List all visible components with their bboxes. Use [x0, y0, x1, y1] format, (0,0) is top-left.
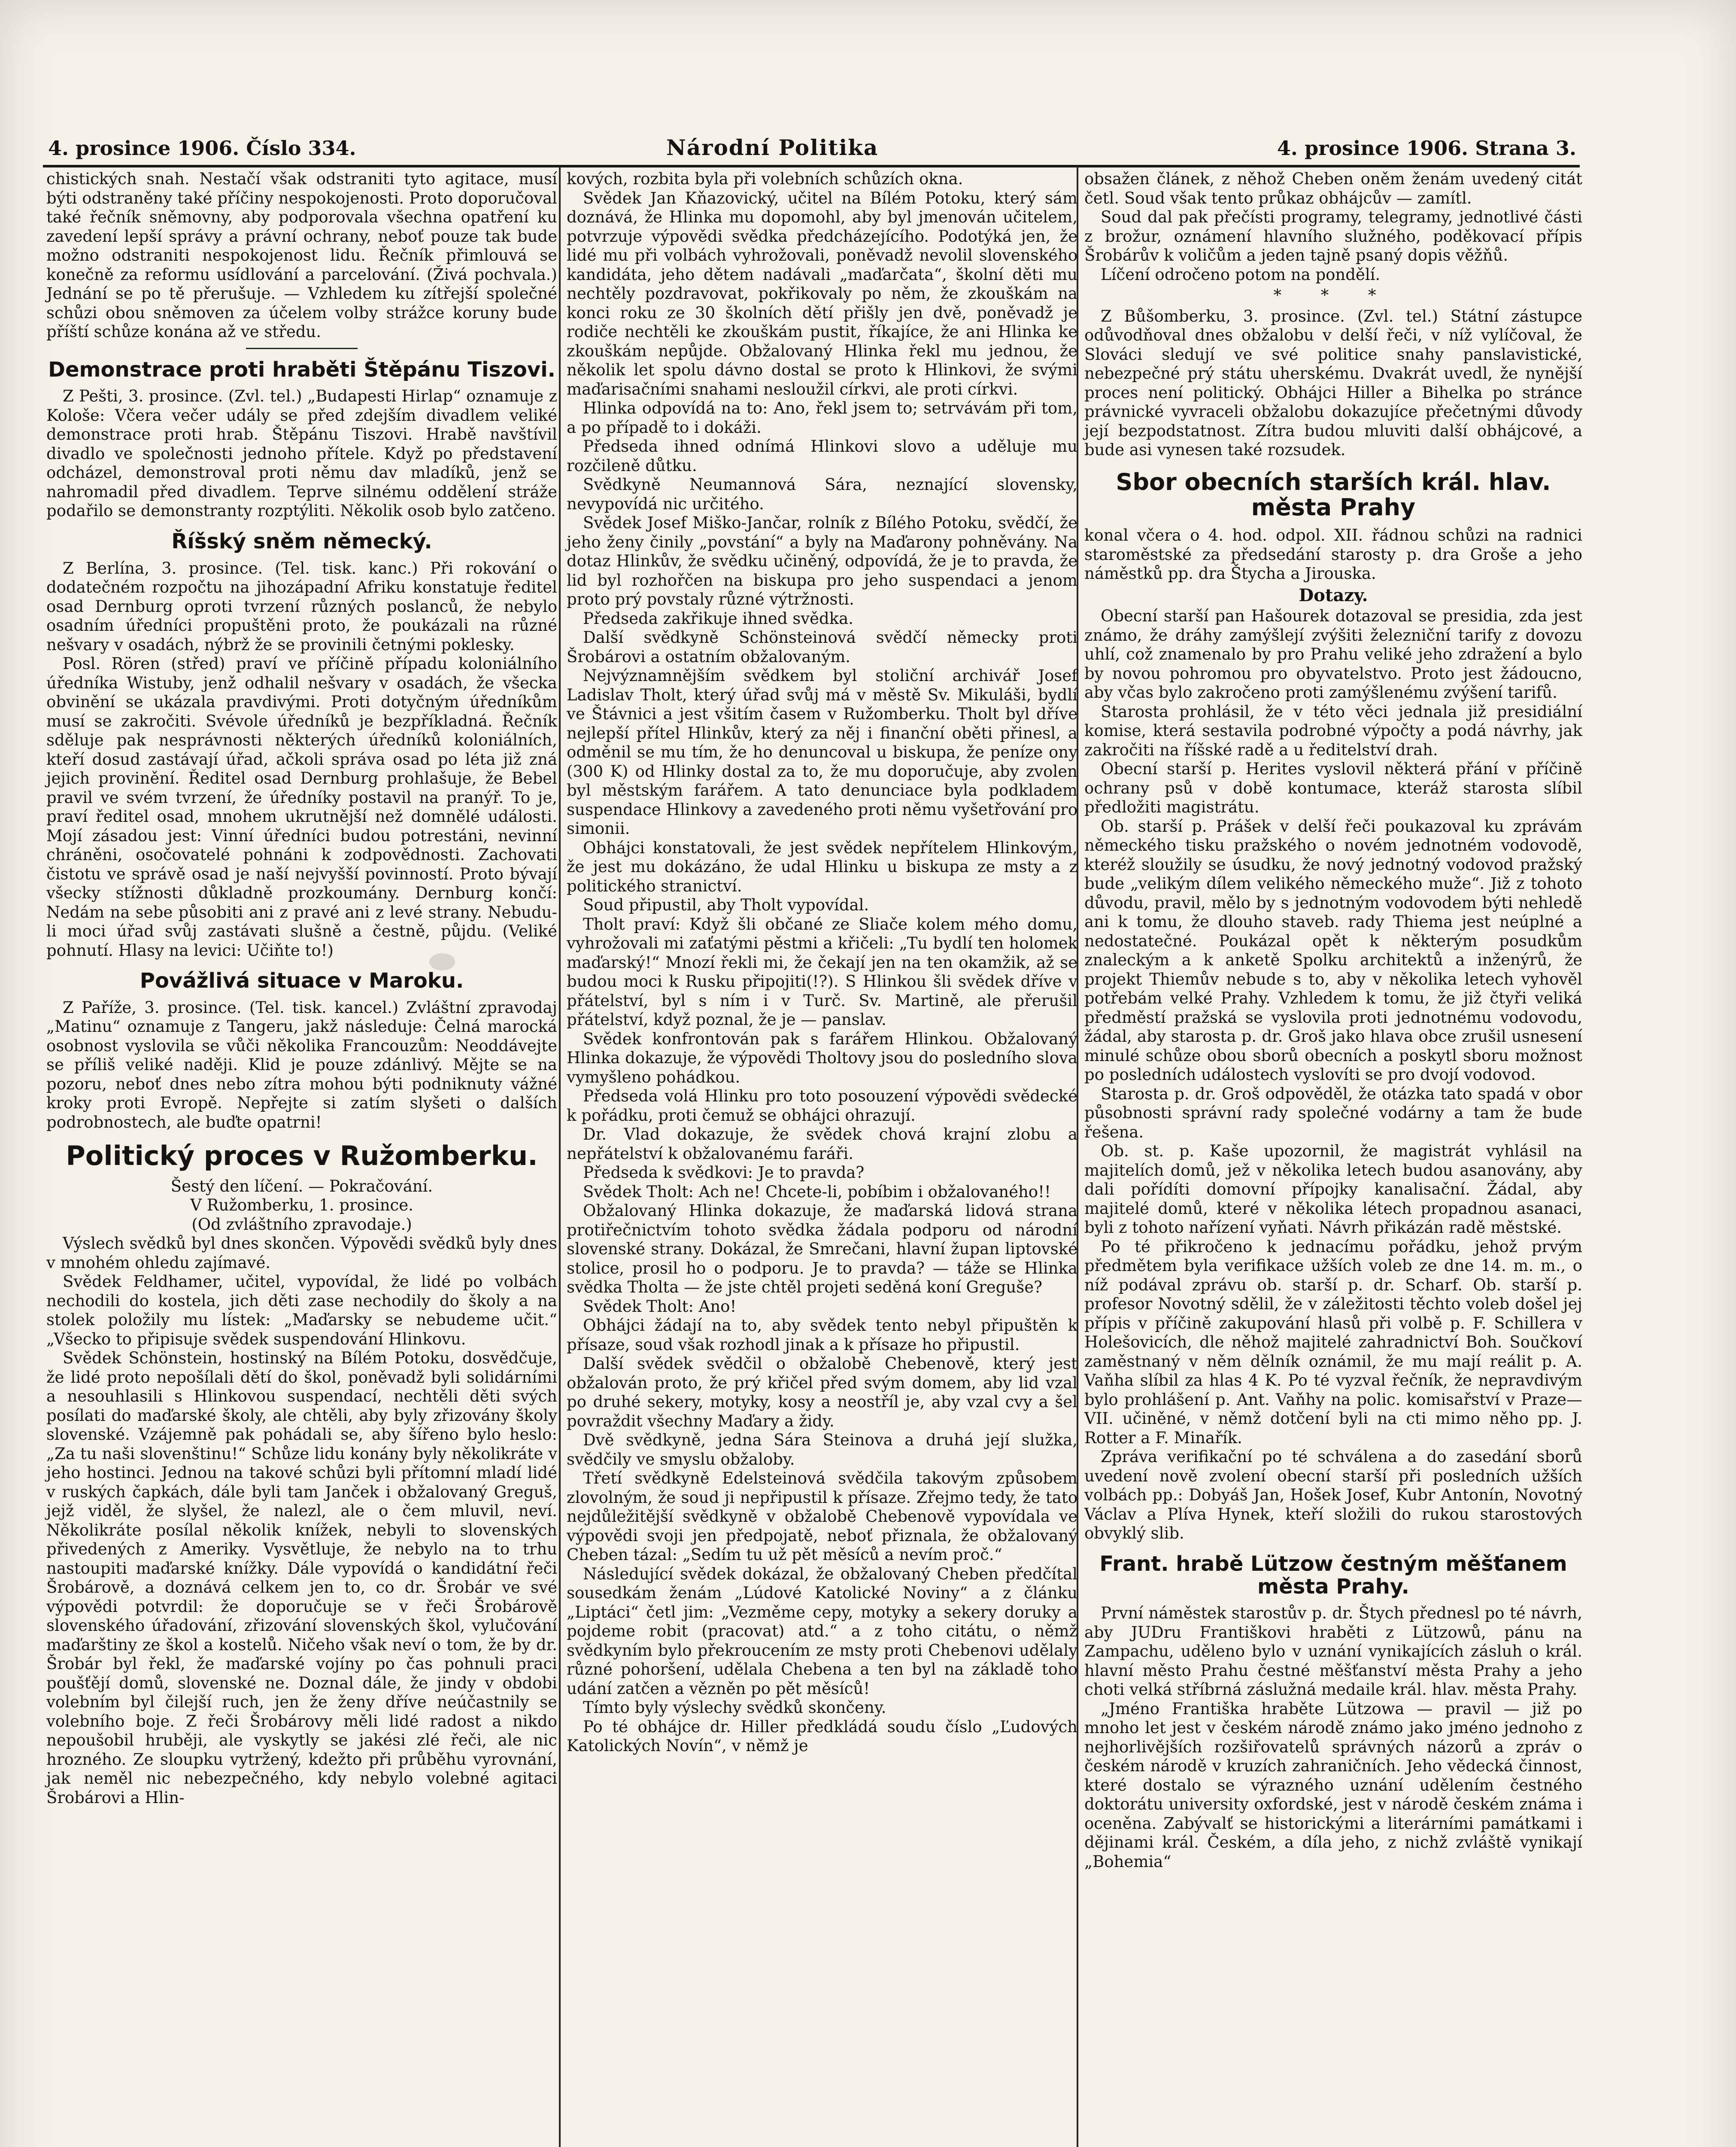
article-paragraph: Svědek Josef Miško-Jančar, rolník z Bílého Potoku, svědčí, že jeho ženy činily „povstání“ a byly na Maďarony pohněvány. Na dotaz Hlinkův, že svědku učiněný, odpovídá, že je to pravda, že lid byl rozhořčen na biskupa pro jeho suspendaci a jenom proto prý povstaly různé výtržnosti. [567, 514, 1077, 608]
article-paragraph: chistických snah. Nestačí však odstraniti tyto agitace, musí býti odstraněny také příčiny nespokojenosti. Proto doporučoval také řečník sněmovny, aby podporovala všechna opatření ku zavedení lepší správy a právní ochrany, neboť pouze tak bude možno odstraniti nespokojenost lidu. Řečník přimlouvá se konečně za reformu usídlování a parcelování. (Živá pochvala.) Jednání se po tě přerušuje. — Vzhledem ku zítřejší společné schůzi obou sněmoven za účelem volby strážce koruny bude příští schůze konána až ve středu. [46, 170, 557, 341]
article-paragraph: Starosta p. dr. Groš odpověděl, že otázka tato spadá v obor působnosti správní rady společné vodárny a tam že bude řešena. [1084, 1084, 1582, 1141]
column-2 [567, 170, 1077, 1756]
article-paragraph: Obhájci konstatovali, že jest svědek nepřítelem Hlinkovým, že jest mu dokázáno, že udal Hlinku u biskupa ze msty a z politického stranictví. [567, 838, 1077, 895]
article-paragraph: obsažen článek, z něhož Cheben oněm ženám uvedený citát četl. Soud však tento průkaz obhájcův — zamítl. [1084, 170, 1582, 207]
article-paragraph: Obecní starší pan Hašourek dotazoval se presidia, zda jest známo, že dráhy zamýšlejí zvýšiti železniční tarify z dovozu uhlí, což znamenalo by pro Prahu veliké jeho zdražení a bylo by novou pohromou pro obyvatelstvo. Proto jest žádoucno, aby včas bylo zakročeno proti zamýšlenému zvýšení tarifů. [1084, 607, 1582, 702]
dateline: V Ružomberku, 1. prosince. [190, 1196, 413, 1215]
article-paragraph: Starosta prohlásil, že v této věci jednala již presidiální komise, která sestavila podrobné výpočty a podá návrhy, jak zakročiti na říšské radě a u ředitelství drah. [1084, 702, 1582, 759]
article-paragraph: Zpráva verifikační po té schválena a do zasedání sborů uvedení nově zvolení obecní starší při posledních užších volbách pp.: Dobyáš Jan, Hošek Josef, Kubr Antonín, Novotný Václav a Plíva Hynek, kteří složili do rukou starostových obvyklý slib. [1084, 1448, 1582, 1543]
issue-date: 4. prosince 1906. Číslo 334. [48, 137, 356, 160]
headline-trial: Politický proces v Ružomberku. [66, 1140, 538, 1172]
article-paragraph: Svědek Schönstein, hostinský na Bílém Potoku, dosvědčuje, že lidé proto nepošílali dětí do škol, poněvadž byli solidárními a nesouhlasili s Hlinkovou suspendací, nechtěli děti svých posílati do maďarské školy, ale chtěli, aby byly zřizovány školy slovenské. Vzájemně pak pohádali se, aby šířeno bylo heslo: „Za tu naši slovenštinu!“ Schůze lidu konány byly několikráte v jeho hostinci. Jednou na takové schůzi byli přítomní mladí lidé v ruských čapkách, dále byli tam Janček i obžalovaný Greguš, jejž viděl, že slyšel, že nalezl, ale o čem mluvil, neví. Několikráte posílal několik knížek, nebyli to slovenských přivedených z Ameriky. Vysvětluje, že nebylo na to trhu nastoupiti maďarské knížky. Dále vypovídá o kandidátní řeči Šrobárově, a doznává celkem jen to, co dr. Šrobár ve své výpovědi potvrdil: že doporučuje se v řeči Šrobárově slovenského úřadování, zřizování slovenských škol, vylučování maďarštiny ze škol a kostelů. Ničeho však neví o tom, že by dr. Šrobár byl řekl, že maďarské vojíny po čas pohnuli praci poušťějí domů, slovenské ne. Doznal dále, že jindy v obdobi volebním byl čilejší ruch, jen že ženy dříve neúčastnily se volebního boje. Z řeči Šrobárovy měli lidé radost a nikdo nepoušobil hruběji, ale vyskytly se jakési zlé řeči, ale nic hrozného. Ze sloupku vytržený, kdežto při průběhu vyrovnání, jak neměl nic nebezpečného, kdy nebylo volebné agitaci Šrobárovi a Hlin- [46, 1349, 557, 1807]
article-paragraph: Nejvýznamnějším svědkem byl stoliční archivář Josef Ladislav Tholt, který úřad svůj má v městě Sv. Mikuláši, bydlí ve Štávnici a jest všitím časem v Ružomberku. Tholt byl dříve nejlepší přítel Hlinkův, který za něj i finanční oběti přinesl, a odměnil se mu tím, že ho denuncoval u biskupa, že peníze ony (300 K) od Hlinky dostal za to, že mu doporučuje, aby zvolen byl městským farářem. A tato denunciace byla podkladem suspendace Hlinkovy a zavedeného proti němu vyšetřování pro simonii. [567, 666, 1077, 838]
headline-lutzow: Frant. hrabě Lützow čestným měšťanem města Prahy. [1099, 1551, 1567, 1599]
separator-stars: * * * [1273, 286, 1393, 304]
page-number: 4. prosince 1906. Strana 3. [1277, 137, 1576, 160]
subheading-questions: Dotazy. [1299, 585, 1368, 605]
article-paragraph: Svědek konfrontován pak s farářem Hlinkou. Obžalovaný Hlinka dokazuje, že výpovědi Tholtovy jsou do posledního slova vymyšleno pohádkou. [567, 1029, 1077, 1086]
column-divider [559, 167, 561, 2147]
headline-council: Sbor obecních starších král. hlav. města Prahy [1116, 468, 1551, 521]
column-1 [46, 170, 557, 1807]
byline: (Od zvláštního zpravodaje.) [191, 1215, 412, 1234]
article-paragraph: Líčení odročeno potom na pondělí. [1101, 265, 1381, 284]
article-paragraph: Svědek Tholt: Ach ne! Chcete-li, pobíbim i obžalovaného!! [583, 1182, 1051, 1201]
article-paragraph: Třetí svědkyně Edelsteinová svědčila takovým způsobem zlovolným, že soud ji nepřipustil k přísaze. Zřejmo tedy, že tato nejdůležitější svědkyně v obžalobě Chebenově vypovídala ve výpovědi svoji jen předpojatě, neboť přiznala, že obžalovaný Cheben tázal: „Sedím tu už pět měsíců a nevím proč.“ [567, 1469, 1077, 1564]
article-paragraph: Následující svědek dokázal, že obžalovaný Cheben předčítal sousedkám ženám „Lúdové Katolické Noviny“ a z článku „Liptáci“ četl jim: „Vezměme cepy, motyky a sekery doruky a pojdeme robit (pracovat) atd.“ a z toho citátu, o němž svědkyním bylo překroucením ze msty proti Chebenovi udělaly různé pohoršení, udělala Chebena a ten byl na základě toho udání zatčen a vězněn po pět měsíců! [567, 1564, 1077, 1698]
headline-tisza: Demonstrace proti hraběti Štěpánu Tiszovi. [48, 357, 555, 382]
article-paragraph: Dr. Vlad dokazuje, že svědek chová krajní zlobu a nepřátelství k obžalovanému faráři. [567, 1125, 1077, 1163]
article-paragraph: Předseda zakřikuje ihned svědka. [583, 609, 853, 628]
article-paragraph: Hlinka odpovídá na to: Ano, řekl jsem to; setrvávám při tom, a po případě to i dokáži. [567, 399, 1077, 437]
article-paragraph: Tholt praví: Když šli občané ze Sliače kolem mého domu, vyhrožovali mi zaťatými pěstmi a křičeli: „Tu bydlí ten holomek maďarský!“ Mnozí řekli mi, že čekají jen na ten okamžik, až se budou moci k Rusku připojiti(!?). S Hlinkou šli svědek dříve v přátelství, byl s ním i v Turč. Sv. Martině, ale přerušil přátelství, když poznal, že je — panslav. [567, 915, 1077, 1029]
article-paragraph: Ob. starší p. Prášek v delší řeči poukazoval ku zprávám německého tisku pražského o novém jednotném vodovodě, kteréž sloužily se úsudku, že nový jednotný vodovod pražský bude „velikým dílem velikého německého muže“. Již z tohoto důvodu, pravil, mělo by s jednotným vodovodem býti nehledě ani k tomu, že dlouho staveb. rady Thiema jest neúplné a nedostatečné. Poukázal opět k některým posudkům znaleckým a k anketě Spolku architektů a inženýrů, že projekt Thiemův nebude s to, aby v několika letech vyhověl potřebám velké Prahy. Vzhledem k tomu, že již čtyři veliká předměstí pražská se vyslovila proti jednotnému vodovodu, žádal, aby starosta p. dr. Groš jako hlava obce zrušil usnesení minulé schůze obou sborů obecních a poskytl sboru možnost po posledních událostech vyslovíti se pro dvojí vodovod. [1084, 817, 1582, 1084]
article-paragraph: Z Bůšomberku, 3. prosince. (Zvl. tel.) Státní zástupce odůvodňoval dnes obžalobu v delší řeči, v níž vylíčoval, že Slováci sledují ve své politice snahy panslavistické, nebezpečné prý státu uherskému. Dvakrát uvedl, že nynější proces není politický. Obhájci Hiller a Bihelka po stránce právnické vyvraceli obžalobu dokazujíce přečetnými důvody její bezpodstatnost. Zítra budou mluviti další obhájcové, a bude asi vynesen také rozsudek. [1084, 307, 1582, 459]
article-paragraph: Předseda ihned odnímá Hlinkovi slovo a uděluje mu rozčileně důtku. [567, 437, 1077, 475]
article-paragraph: Z Paříže, 3. prosince. (Tel. tisk. kancel.) Zvláštní zpravodaj „Matinu“ oznamuje z Tangeru, jakž následuje: Čelná marocká osobnost vyslovila se vůči několika Francouzům: Neoddávejte se příliš veliké naději. Klid je pouze zdánlivý. Mějte se na pozoru, neboť dnes nebo zítra mohou býti podniknuty vážné kroky proti Evropě. Nepřejte si zatím slyšeti o dalších podrobnostech, ale buďte opatrni! [46, 998, 557, 1131]
article-paragraph: Z Pešti, 3. prosince. (Zvl. tel.) „Budapesti Hirlap“ oznamuje z Kološe: Včera večer udály se před zdejším divadlem veliké demonstrace proti hrab. Štěpánu Tiszovi. Hrabě navštívil divadlo ve společnosti jednoho přítele. Když po představení odcházel, demonstroval proti němu dav mladíků, jenž se nahromadil před divadlem. Teprve silnému oddělení stráže podařilo se demonstranty rozptýliti. Několik osob bylo zatčeno. [46, 387, 557, 520]
trial-subheading: Šestý den líčení. — Pokračování. [170, 1177, 433, 1195]
article-paragraph: Výslech svědků byl dnes skončen. Výpovědi svědků byly dnes v mnohém ohledu zajímavé. [46, 1234, 557, 1272]
article-paragraph: Tímto byly výslechy svědků skončeny. [583, 1698, 886, 1717]
article-paragraph: Svědek Feldhamer, učitel, vypovídal, že lidé po volbách nechodili do kostela, jich děti zase nechodily do školy a na stolek položily mu lístek: „Maďarsky se nebudeme učit.“ „Všecko to připisuje svědek suspendování Hlinkovu. [46, 1272, 557, 1348]
article-paragraph: Předseda k svědkovi: Je to pravda? [583, 1163, 865, 1182]
header-rule [43, 165, 1580, 167]
article-paragraph: Obžalovaný Hlinka dokazuje, že maďarská lidová strana protiřečnictvím tohoto svědka žádala podporu od národní slovenské strany. Dokázal, že Smrečani, hlavní župan liptovské stolice, prosil ho o podporu. Je to pravda? — táže se Hlinka svědka Tholta — že jste chtěl projeti seděná koní Greguše? [567, 1201, 1077, 1296]
article-paragraph: Další svědkyně Schönsteinová svědčí německy proti Šrobárovi a ostatním obžalovaným. [567, 628, 1077, 666]
article-paragraph: Po té přikročeno k jednacímu pořádku, jehož prvým předmětem byla verifikace užších voleb ze dne 14. m. m., o níž podával zprávu ob. starší p. dr. Scharf. Ob. starší p. profesor Novotný sdělil, že v záležitosti těchto voleb došel jej přípis v příčině zakupování hlasů při volbě p. F. Schillera v Holešovicích, dle něhož majitelé zahradnictví Boh. Součkoví zaměstnaný v něm dělník oznámil, že mu mají reálit p. A. Vaňha slíbil za hlas 4 K. Po té vyzval řečník, že nepravdivým bylo prohlášení p. Ant. Vaňhy na polic. komisařství v Praze—VII. učiněné, v němž dotčení byli na cti mimo něho pp. J. Rotter a F. Minařík. [1084, 1237, 1582, 1447]
article-paragraph: Po té obhájce dr. Hiller předkládá soudu číslo „Ľudových Katolických Novín“, v němž je [567, 1717, 1077, 1755]
article-paragraph: Svědek Jan Kňazovický, učitel na Bílém Potoku, který sám doznává, že Hlinka mu dopomohl, aby byl jmenován učitelem, potvrzuje výpovědi svědka předcházejícího. Podotýká jen, že lidé mu při volbách vyhrožovali, poněvadž nevolil slovenského kandidáta, jeho dětem nadávali „maďarčata“, školní děti mu nechtěly pozdravovat, pokřikovaly po něm, že zkouškám na konci roku ze 30 školních dětí přišly jen dvě, poněvadž je rodiče nechtěli ke zkouškám pustit, říkajíce, že ani Hlinka ke zkouškám nepůjde. Obžalovaný Hlinka řekl mu jednou, že několik let spolu dávno dostal se proto k Hlinkovi, že svými maďarisačními snahami nesloužil církvi, ale proti církvi. [567, 189, 1077, 398]
headline-reichstag: Říšský sněm německý. [171, 529, 432, 553]
page-header [48, 137, 1576, 164]
article-paragraph: Posl. Rören (střed) praví ve příčině případu koloniálního úředníka Wistuby, jenž odhalil nešvary v osadách, že všecka obvinění se ukázala pravdivými. Proti dotyčným úředníkům musí se zakročiti. Svévole úředníků je bezpříkladná. Řečník sděluje pak nesprávnosti některých úředníků koloniálních, kteří dosud zastávají úřad, ačkoli správa osad po léta již zná jejich provinění. Ředitel osad Dernburg prohlašuje, že Bebel pravil ve svém tvrzení, že úředníky postavil na pranýř. To je, praví ředitel osad, mnohem ukrutnější než domnělé události. Mojí zásadou jest: Vinní úředníci budou potrestáni, nevinní chráněni, osočovatelé pohnáni k zodpovědnosti. Zachovati čistotu ve správě osad je naší nejvyšší povinností. Proto bývají všecky stížnosti důkladně prozkoumány. Dernburg končí: Nedám na sebe působiti ani z pravé ani z levé strany. Nebudu-li moci úřad svůj zastávati slušně a čestně, půjdu. (Veliké pohnutí. Hlasy na levici: Učiňte to!) [46, 654, 557, 960]
separator [246, 348, 358, 349]
headline-morocco: Povážlivá situace v Maroku. [140, 969, 464, 993]
article-paragraph: Obhájci žádají na to, aby svědek tento nebyl připuštěn k přísaze, soud však rozhodl jinak a k přísaze ho připustil. [567, 1316, 1077, 1354]
article-paragraph: První náměstek starostův p. dr. Štych přednesl po té návrh, aby JUDru Františkovi hraběti z Lützowů, pánu na Zampachu, uděleno bylo v uznání vynikajících zásluh o král. hlavní město Prahu čestné měšťanství města Prahy a jeho choti velká stříbrná záslužná medaile král. hlav. města Prahy. [1084, 1604, 1582, 1699]
article-paragraph: Svědkyně Neumannová Sára, neznající slovensky, nevypovídá nic určitého. [567, 475, 1077, 513]
article-paragraph: Předseda volá Hlinku pro toto posouzení výpovědi svědecké k pořádku, proti čemuž se obhájci ohrazují. [567, 1087, 1077, 1125]
ink-blot [429, 953, 455, 970]
article-paragraph: kových, rozbita byla při volebních schůzích okna. [567, 170, 963, 188]
article-paragraph: Dvě svědkyně, jedna Sára Steinova a druhá její služka, svědčily ve smyslu obžaloby. [567, 1431, 1077, 1469]
masthead-title: Národní Politika [666, 135, 879, 160]
article-paragraph: Obecní starší p. Herites vyslovil některá přání v příčině ochrany psů v době kontumace, kteráž starosta slíbil předložiti magistrátu. [1084, 760, 1582, 817]
article-paragraph: Ob. st. p. Kaše upozornil, že magistrát vyhlásil na majitelích domů, jež v několika letech budou asanovány, aby dali pořídíti domovní přípojky kanalisační. Žádal, aby majitelé domů, které v několika létech propadnou asanaci, byli z tohoto nařízení vyňati. Návrh přikázán radě městské. [1084, 1142, 1582, 1237]
article-paragraph: konal včera o 4. hod. odpol. XII. řádnou schůzi na radnici staroměstské za předsedání starosty p. dra Groše a jeho náměstků pp. dra Štycha a Jirouska. [1084, 526, 1582, 583]
article-paragraph: „Jméno Františka hraběte Lützowa — pravil — již po mnoho let jest v českém národě známo jako jméno jednoho z nejhorlivějších rozšiřovatelů správných názorů a zpráv o českém národě v kruzích zahraničních. Jeho vědecká činnost, které dostalo se výrazného uznání udělením čestného doktorátu university oxfordské, jest v národě českém známa i oceněna. Zabývalť se historickými a literárními památkami i dějinami král. Českém, a díla jeho, z nichž zvláště vynikají „Bohemia“ [1084, 1699, 1582, 1871]
article-paragraph: Soud dal pak přečísti programy, telegramy, jednotlivé části z brožur, oznámení hlavního služného, poděkovací přípis Šrobárův k voličům a jeden tajně psaný dopis věžňů. [1084, 208, 1582, 265]
article-paragraph: Svědek Tholt: Ano! [583, 1297, 737, 1316]
article-paragraph: Z Berlína, 3. prosince. (Tel. tisk. kanc.) Při rokování o dodatečném rozpočtu na jihozápadní Afriku konstatuje ředitel osad Dernburg oproti tvrzení různých poslanců, že nebylo osadním úředníci propuštěni proto, že poukázali na různé nešvary v osadách, nýbrž že se provinili četnými poklesky. [46, 559, 557, 654]
column-3 [1084, 170, 1582, 1871]
article-paragraph: Další svědek svědčil o obžalobě Chebenově, který jest obžalován proto, že prý křičel před svým domem, aby lid vzal po druhé sekery, motyky, kosy a neostříl je, aby vzal cvy a šel povraždit všechny Maďary a židy. [567, 1354, 1077, 1430]
article-paragraph: Soud připustil, aby Tholt vypovídal. [583, 896, 869, 914]
